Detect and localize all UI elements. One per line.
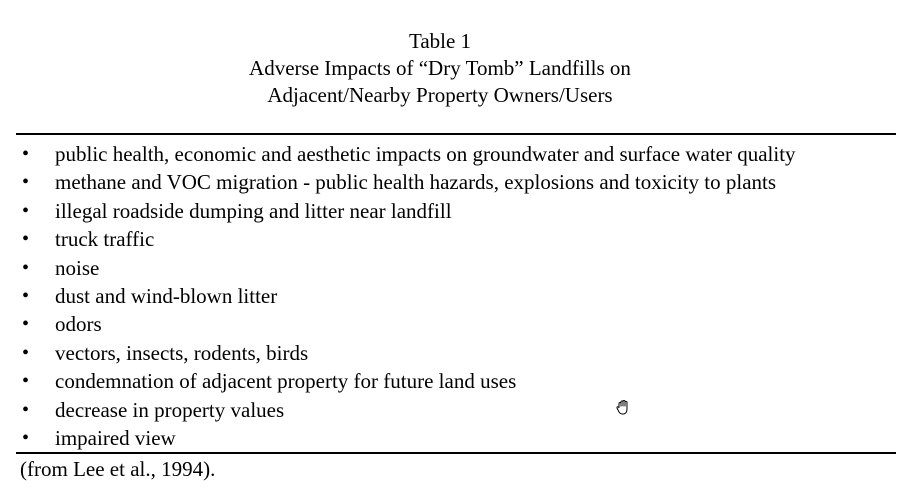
list-item [16, 197, 896, 225]
list-item [16, 396, 896, 424]
bullet-icon: • [22, 199, 30, 222]
table-caption-line-2: Adjacent/Nearby Property Owners/Users [267, 83, 613, 107]
list-item-text: noise [55, 255, 100, 280]
bullet-icon: • [22, 341, 30, 364]
list-item-text: condemnation of adjacent property for future land uses [55, 369, 517, 394]
table-number: Table 1 [408, 29, 472, 53]
list-item [16, 140, 896, 168]
bullet-icon: • [22, 398, 30, 421]
bullet-icon: • [22, 143, 30, 165]
bullet-icon: • [22, 228, 30, 251]
list-item-text: truck traffic [55, 227, 155, 252]
bottom-rule [16, 452, 896, 454]
list-item [16, 225, 896, 253]
list-item-text: public health, economic and aesthetic impacts on groundwater and surface water quality [55, 142, 796, 166]
hand-grab-icon [614, 398, 634, 418]
list-item-text: methane and VOC migration - public health hazards, explosions and toxicity to plants [55, 170, 777, 195]
bullet-icon: • [22, 171, 30, 194]
list-item [16, 168, 896, 196]
list-item [16, 310, 896, 338]
list-item-text: impaired view [55, 425, 176, 450]
list-item-text: illegal roadside dumping and litter near landfill [55, 198, 452, 223]
table-title [0, 28, 880, 109]
list-item [16, 424, 896, 452]
list-item [16, 339, 896, 367]
bullet-icon: • [22, 313, 30, 336]
list-item [16, 367, 896, 395]
list-item-text: decrease in property values [55, 397, 285, 422]
impacts-list [16, 140, 896, 452]
list-item-text: odors [55, 312, 102, 337]
list-item-text: dust and wind-blown litter [55, 283, 278, 308]
bullet-icon: • [22, 426, 30, 449]
bullet-icon: • [22, 256, 30, 279]
list-item-text: vectors, insects, rodents, birds [55, 340, 309, 365]
bullet-icon: • [22, 370, 30, 393]
list-item [16, 282, 896, 310]
list-item [16, 254, 896, 282]
table-caption-line-1: Adverse Impacts of “Dry Tomb” Landfills on [249, 56, 631, 80]
source-citation: (from Lee et al., 1994). [20, 457, 216, 481]
top-rule [16, 133, 896, 135]
bullet-icon: • [22, 284, 30, 307]
